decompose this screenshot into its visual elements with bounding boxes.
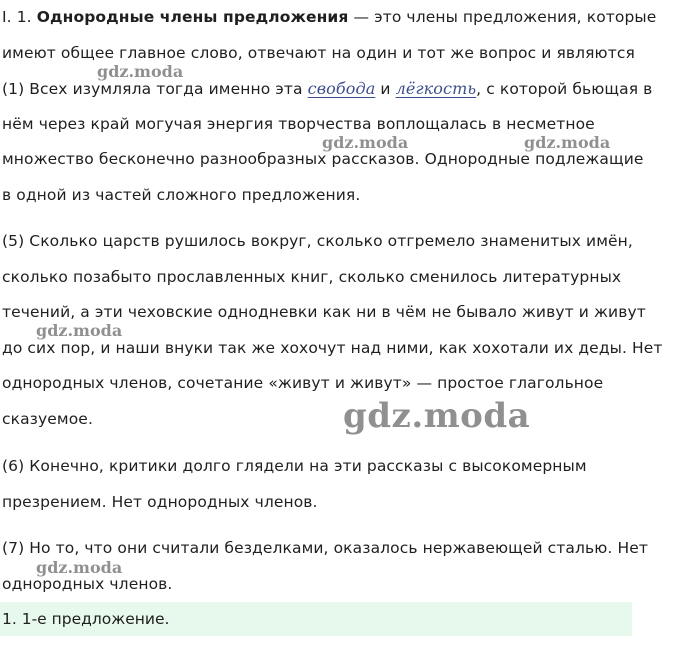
- watermark-logo: gdz.moda: [36, 558, 123, 577]
- item-7-line-2: однородных членов.: [2, 574, 173, 593]
- intro-number: I. 1.: [2, 8, 32, 26]
- intro-paragraph: [2, 0, 670, 71]
- handwritten-word-svoboda: свобода: [307, 79, 376, 98]
- item-1-line-1: [2, 71, 670, 107]
- item-1-paragraph: [2, 71, 670, 213]
- watermark-logo: gdz.moda: [322, 133, 409, 152]
- item-5-line-4: до сих пор, и наши внуки так же хохочут над ними, как хохотали их деды. Нет: [2, 338, 663, 357]
- item-5-line-1: (5) Сколько царств рушилось вокруг, сколько отгремело знаменитых имён,: [2, 232, 633, 250]
- item-5-line-5: однородных членов, сочетание «живут и живут» — простое глагольное: [2, 374, 604, 392]
- watermark-logo: gdz.moda: [36, 321, 123, 340]
- item-1-conj: и: [375, 80, 396, 98]
- watermark-logo: gdz.moda: [524, 133, 611, 152]
- intro-definition-rest: — это члены предложения, которые: [348, 8, 657, 26]
- item-5-line-2: сколько позабыто прославленных книг, сколько сменилось литературных: [2, 267, 622, 286]
- item-1-line-3: множество бесконечно разнообразных рассказов. Однородные подлежащие: [2, 150, 644, 168]
- item-6-paragraph: [2, 449, 670, 520]
- handwritten-word-legkost: лёгкость: [395, 79, 477, 98]
- item-7-paragraph: [2, 531, 670, 602]
- intro-term: Однородные члены предложения: [36, 8, 349, 26]
- watermark-logo: gdz.moda: [97, 62, 184, 81]
- watermark-logo-large: gdz.moda: [343, 396, 531, 436]
- item-6-line-2: презрением. Нет однородных членов.: [2, 492, 318, 511]
- item-1-line-4: в одной из частей сложного предложения.: [2, 185, 361, 204]
- intro-line-1: [2, 0, 670, 36]
- item-1-suffix: , с которой бьющая в: [476, 80, 653, 98]
- intro-line-2: имеют общее главное слово, отвечают на один и тот же вопрос и являются: [2, 43, 635, 62]
- item-1-line-2: нём через край могучая энергия творчества воплощалась в несметное: [2, 114, 595, 133]
- item-5-line-6: сказуемое.: [2, 409, 93, 428]
- item-5-line-3: течений, а эти чеховские однодневки как ни в чём не бывало живут и живут: [2, 303, 646, 321]
- item-7-line-1: (7) Но то, что они считали безделками, оказалось нержавеющей сталью. Нет: [2, 539, 648, 557]
- item-5-paragraph: [2, 224, 670, 437]
- item-6-line-1: (6) Конечно, критики долго глядели на эти рассказы с высокомерным: [2, 457, 587, 475]
- answer-text: 1. 1-е предложение.: [2, 610, 170, 628]
- item-1-prefix: (1) Всех изумляла тогда именно эта: [2, 80, 308, 98]
